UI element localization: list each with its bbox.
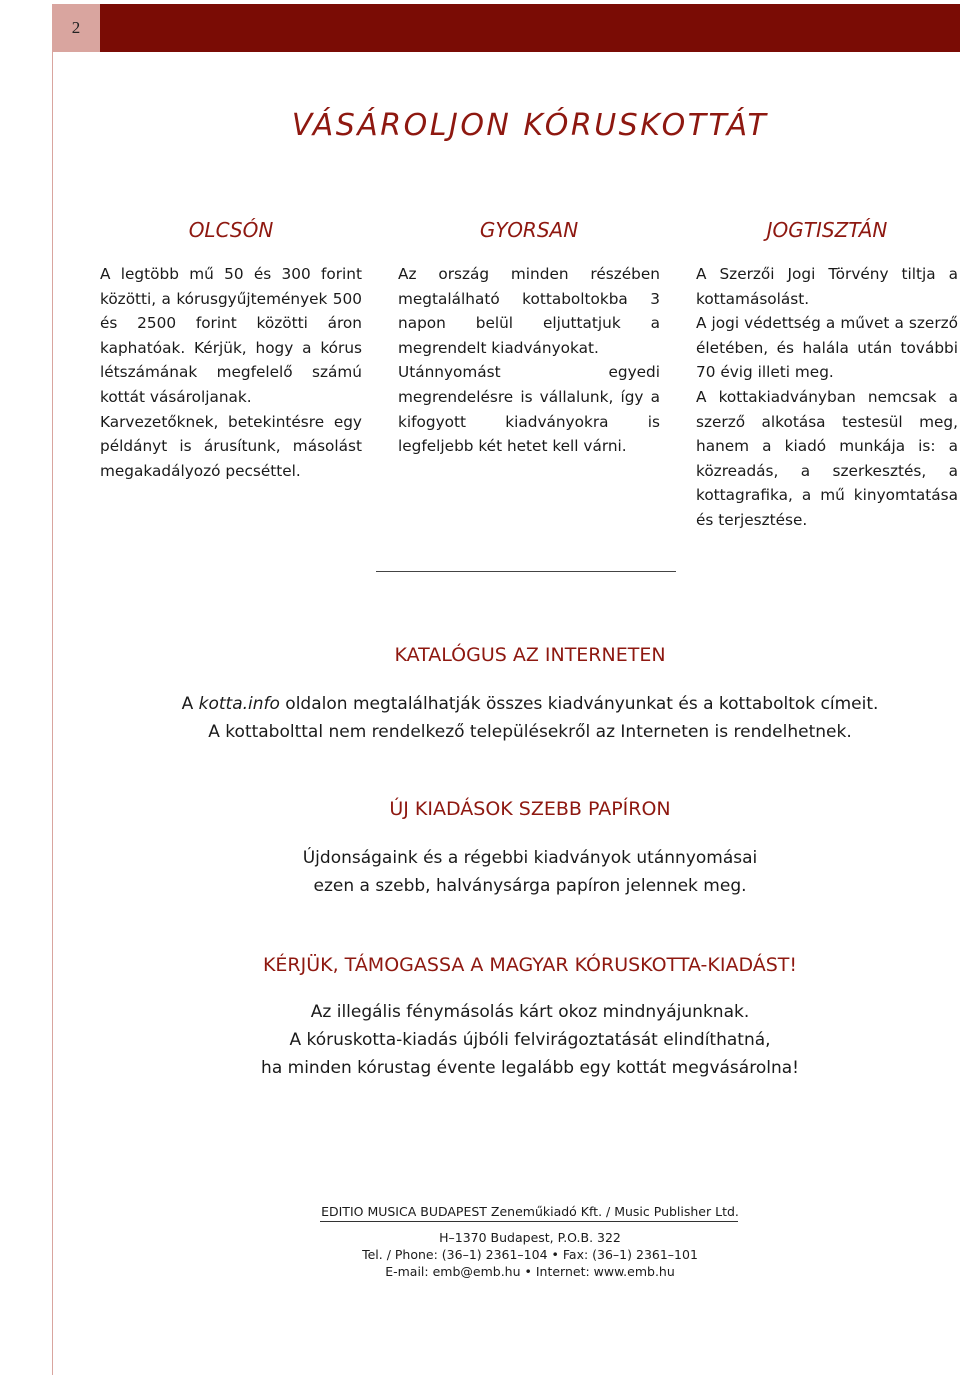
new-editions-heading: ÚJ KIADÁSOK SZEBB PAPÍRON (389, 798, 671, 820)
address: H–1370 Budapest, P.O.B. 322 (439, 1230, 621, 1245)
column-heading-legal: JOGTISZTÁN (766, 218, 888, 242)
column-heading-cheap: OLCSÓN (188, 218, 274, 242)
page-title: VÁSÁROLJON KÓRUSKOTTÁT (291, 108, 769, 143)
catalog-line: A kottabolttal nem rendelkező településekről az Interneten is rendelhetnek. (208, 722, 852, 742)
section-divider (376, 571, 676, 572)
column-heading-fast: GYORSAN (479, 218, 579, 242)
catalog-prefix: A (181, 694, 199, 714)
paragraph: Az ország minden részében megtalálható kottaboltokba 3 napon belül eljuttatjuk a megrendelt kiadványokat. (398, 265, 660, 357)
text-line: ha minden kórustag évente legalább egy kottát megvásárolna! (261, 1058, 799, 1078)
text-line: A kóruskotta-kiadás újbóli felvirágoztatását elindíthatná, (289, 1030, 771, 1050)
paragraph: A legtöbb mű 50 és 300 forint közötti, a kórusgyűjtemények 500 és 2500 forint közötti áron kaphatóak. Kérjük, hogy a kórus létszámának megfelelő számú kottát vásároljanak. (100, 265, 362, 406)
new-editions-text (0, 844, 960, 900)
catalog-text (0, 690, 960, 746)
column-text-cheap (100, 262, 362, 483)
column-text-legal (696, 262, 958, 533)
contact[interactable]: E-mail: emb@emb.hu • Internet: www.emb.hu (385, 1264, 675, 1279)
publisher-underline (320, 1221, 738, 1222)
page-number: 2 (52, 4, 100, 52)
contact-block (0, 1229, 960, 1280)
paragraph: A jogi védettség a művet a szerző életében, és halála után további 70 évig illeti meg. (696, 314, 958, 382)
catalog-rest: oldalon megtalálhatják összes kiadványunkat és a kottaboltok címeit. (279, 694, 879, 714)
header-bar (100, 4, 960, 52)
paragraph: A kottakiadványban nemcsak a szerző alkotása testesül meg, hanem a kiadó munkája is: a közreadás, a szerkesztés, a kottagrafika, a mű kinyomtatása és terjesztése. (696, 387, 958, 529)
column-text-fast (398, 262, 660, 459)
site-link[interactable]: kotta.info (198, 694, 280, 714)
text-line: Újdonságaink és a régebbi kiadványok utánnyomásai (302, 848, 758, 868)
paragraph: Utánnyomást egyedi megrendelésre is vállalunk, így a kifogyott kiadványokra is legfeljebb két hetet kell várni. (398, 363, 660, 456)
text-line: Az illegális fénymásolás kárt okoz mindnyájunknak. (310, 1002, 750, 1022)
support-heading: KÉRJÜK, TÁMOGASSA A MAGYAR KÓRUSKOTTA-KIADÁST! (262, 954, 798, 976)
support-text (0, 998, 960, 1082)
phone: Tel. / Phone: (36–1) 2361–104 • Fax: (36–1) 2361–101 (362, 1247, 698, 1262)
catalog-line (0, 690, 960, 718)
text-line: ezen a szebb, halványsárga papíron jelennek meg. (313, 876, 747, 896)
paragraph: Karvezetőknek, betekintésre egy példányt is árusítunk, másolást megakadályozó pecséttel. (100, 412, 362, 480)
paragraph: A Szerzői Jogi Törvény tiltja a kottamásolást. (696, 265, 958, 308)
publisher-name: EDITIO MUSICA BUDAPEST Zeneműkiadó Kft. / Music Publisher Ltd. (321, 1204, 739, 1219)
catalog-heading: KATALÓGUS AZ INTERNETEN (394, 644, 666, 666)
